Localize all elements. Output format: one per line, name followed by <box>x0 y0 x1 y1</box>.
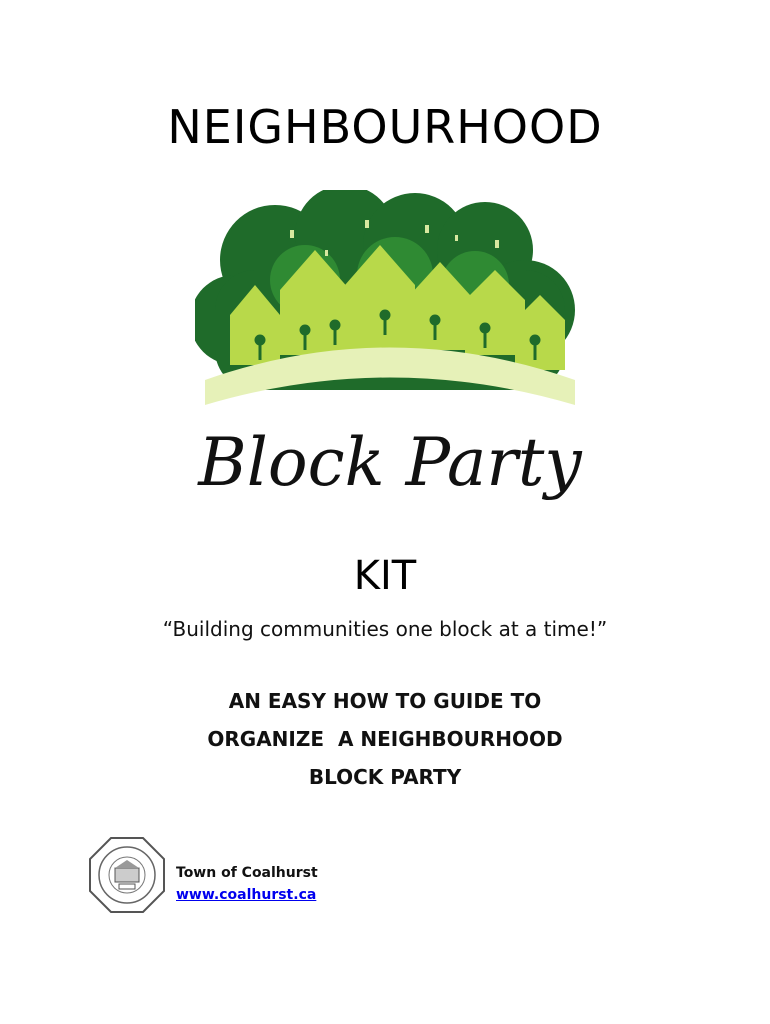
guide-line: BLOCK PARTY <box>308 765 462 789</box>
organization-name: Town of Coalhurst <box>176 865 318 881</box>
tagline: “Building communities one block at a time!” <box>162 617 608 641</box>
block-party-logo <box>195 190 585 520</box>
guide-heading <box>0 682 770 796</box>
guide-line: AN EASY HOW TO GUIDE TO <box>228 689 542 713</box>
logo-wordmark: Block Party <box>198 424 582 501</box>
guide-line: ORGANIZE A NEIGHBOURHOOD <box>207 727 563 751</box>
website-link[interactable]: www.coalhurst.ca <box>176 887 317 903</box>
town-seal-icon <box>88 836 166 914</box>
organization-block <box>176 862 318 906</box>
page-title: NEIGHBOURHOOD <box>167 100 603 154</box>
kit-heading: KIT <box>353 553 417 599</box>
